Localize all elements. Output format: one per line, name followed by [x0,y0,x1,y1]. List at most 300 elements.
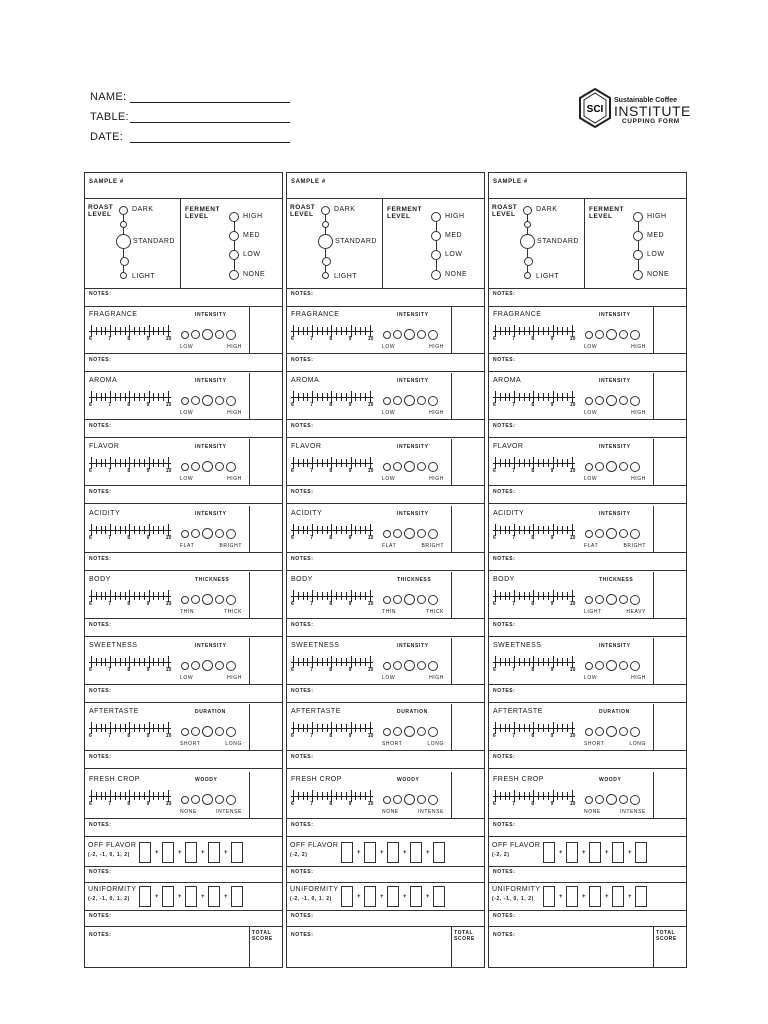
sample-number-row[interactable] [85,173,282,199]
off-flavor-box-5[interactable] [635,842,647,863]
attribute-measure: INTENSITY [599,444,631,450]
uniformity-box-4[interactable] [208,886,220,907]
scale-number: 9 [146,733,150,739]
intensity-option-2 [595,462,604,471]
off-flavor-box-1[interactable] [543,842,555,863]
notes-row[interactable] [489,819,686,837]
score-scale[interactable] [89,655,171,675]
intensity-option-5 [226,529,236,539]
scale-number: 7 [512,468,515,474]
intensity-circles[interactable] [181,461,236,472]
name-input-line[interactable] [130,102,290,103]
uniformity-label: UNIFORMITY [492,886,541,893]
intensity-circles[interactable] [383,528,438,539]
scale-number: 10 [367,535,374,541]
date-label: DATE: [90,131,124,143]
ferment-option-1[interactable] [633,212,643,222]
notes-row[interactable] [287,751,484,769]
attribute-measure: INTENSITY [195,378,227,384]
plus-sign: + [357,850,361,856]
notes-label: NOTES: [493,291,516,297]
intensity-option-4 [619,795,628,804]
roast-option-4[interactable] [120,257,129,266]
scale-number: 6 [493,468,496,474]
score-scale[interactable] [493,721,575,741]
attribute-row [85,638,282,685]
notes-label: NOTES: [493,423,516,429]
roast-option-2[interactable] [120,221,127,228]
intensity-option-1 [383,728,391,736]
intensity-high-label: HIGH [429,344,444,350]
notes-label: NOTES: [493,754,516,760]
off-flavor-box-2[interactable] [162,842,174,863]
roast-light-option[interactable] [120,272,127,279]
score-scale[interactable] [89,456,171,476]
plus-sign: + [559,894,563,900]
roast-standard-option[interactable] [116,234,131,249]
total-score-label: TOTAL SCORE [454,930,475,942]
scale-number: 9 [146,468,150,474]
notes-row[interactable] [489,289,686,307]
intensity-circles[interactable] [181,528,236,539]
notes-row[interactable] [85,911,282,927]
scale-number: 8 [531,402,535,408]
off-flavor-label: OFF FLAVOR [492,842,541,849]
intensity-option-3 [202,594,213,605]
roast-dark-option[interactable] [321,206,330,215]
notes-row[interactable] [85,685,282,703]
uniformity-box-1[interactable] [543,886,555,907]
score-scale[interactable] [493,655,575,675]
intensity-circles[interactable] [585,726,640,737]
name-field-row [90,91,130,103]
intensity-option-4 [215,330,224,339]
score-scale[interactable] [89,721,171,741]
notes-row[interactable] [489,751,686,769]
score-scale[interactable] [493,456,575,476]
sample-sheet-1 [84,172,283,968]
off-flavor-box-3[interactable] [387,842,399,863]
score-scale[interactable] [291,390,373,410]
score-scale[interactable] [291,589,373,609]
scale-number: 10 [165,402,172,408]
attribute-row [489,572,686,619]
intensity-circles[interactable] [383,726,438,737]
ferment-option-1[interactable] [229,212,239,222]
score-scale[interactable] [291,324,373,344]
notes-label: NOTES: [89,357,112,363]
roast-dark-option[interactable] [119,206,128,215]
notes-row[interactable] [85,354,282,372]
attribute-name: FRESH CROP [493,776,544,783]
scale-number: 10 [569,535,576,541]
notes-row[interactable] [489,354,686,372]
sample-label: SAMPLE # [493,179,528,185]
uniformity-box-3[interactable] [185,886,197,907]
intensity-circles[interactable] [585,461,640,472]
date-input-line[interactable] [130,142,290,143]
scale-number: 8 [531,733,535,739]
notes-label: NOTES: [291,357,314,363]
attribute-row [287,704,484,751]
attribute-row [287,373,484,420]
roast-option-2[interactable] [524,221,531,228]
ferment-option-4[interactable] [633,270,643,280]
notes-row[interactable] [287,867,484,883]
off-flavor-box-4[interactable] [410,842,422,863]
attribute-measure: THICKNESS [599,577,634,583]
score-scale[interactable] [493,390,575,410]
scale-number: 9 [550,601,554,607]
notes-row[interactable] [489,867,686,883]
notes-row[interactable] [287,289,484,307]
ferment-label-4: NONE [445,271,468,278]
scale-number: 9 [146,336,150,342]
intensity-option-3 [606,594,617,605]
uniformity-box-5[interactable] [635,886,647,907]
intensity-circles[interactable] [383,395,438,406]
notes-row[interactable] [489,619,686,637]
attribute-measure: INTENSITY [599,511,631,517]
plus-sign: + [357,894,361,900]
logo-line3: CUPPING FORM [622,118,680,125]
notes-row[interactable] [489,553,686,571]
uniformity-box-2[interactable] [162,886,174,907]
intensity-option-2 [393,396,402,405]
intensity-option-5 [428,795,438,805]
intensity-circles[interactable] [181,726,236,737]
intensity-circles[interactable] [383,794,438,805]
off-flavor-row [287,839,484,867]
off-flavor-box-2[interactable] [364,842,376,863]
uniformity-box-4[interactable] [612,886,624,907]
notes-row[interactable] [85,553,282,571]
attribute-name: ACIDITY [291,510,323,517]
intensity-high-label: BRIGHT [219,543,242,549]
intensity-option-1 [383,397,391,405]
intensity-option-4 [619,396,628,405]
scale-number: 10 [367,468,374,474]
intensity-option-3 [606,329,617,340]
attribute-name: SWEETNESS [89,642,138,649]
off-flavor-box-5[interactable] [231,842,243,863]
scale-number: 7 [512,667,515,673]
scale-number: 8 [531,667,535,673]
intensity-high-label: HIGH [631,344,646,350]
roast-dark-label: DARK [536,206,558,213]
scale-number: 10 [367,336,374,342]
off-flavor-label: OFF FLAVOR [88,842,137,849]
attribute-name: FRESH CROP [89,776,140,783]
scale-number: 6 [89,601,92,607]
scale-number: 8 [531,468,535,474]
uniformity-box-1[interactable] [139,886,151,907]
intensity-option-5 [428,396,438,406]
attribute-row [489,506,686,553]
intensity-circles[interactable] [181,660,236,671]
roast-option-2[interactable] [322,221,329,228]
uniformity-range: (-2, -1, 0, 1, 2) [290,896,332,902]
notes-row[interactable] [85,420,282,438]
intensity-circles[interactable] [585,660,640,671]
score-scale[interactable] [291,456,373,476]
scale-number: 6 [291,468,294,474]
scale-number: 8 [531,801,535,807]
uniformity-box-2[interactable] [364,886,376,907]
notes-row[interactable] [85,619,282,637]
table-input-line[interactable] [130,122,290,123]
intensity-low-label: LOW [382,476,396,482]
intensity-high-label: INTENSE [418,809,444,815]
notes-row[interactable] [489,420,686,438]
attribute-name: FRAGRANCE [291,311,340,318]
intensity-circles[interactable] [181,395,236,406]
final-notes-row[interactable] [489,927,686,968]
notes-row[interactable] [489,685,686,703]
roast-option-4[interactable] [524,257,533,266]
off-flavor-box-3[interactable] [185,842,197,863]
uniformity-box-3[interactable] [589,886,601,907]
intensity-high-label: INTENSE [216,809,242,815]
intensity-low-label: FLAT [584,543,599,549]
ferment-label-4: NONE [243,271,266,278]
sci-logo [578,88,691,132]
off-flavor-box-5[interactable] [433,842,445,863]
scale-number: 8 [127,733,131,739]
intensity-option-4 [417,396,426,405]
score-scale[interactable] [493,589,575,609]
attribute-name: FRAGRANCE [493,311,542,318]
ferment-option-2[interactable] [633,231,643,241]
uniformity-box-1[interactable] [341,886,353,907]
roast-standard-option[interactable] [520,234,535,249]
ferment-option-4[interactable] [229,270,239,280]
scale-number: 7 [108,667,111,673]
intensity-circles[interactable] [383,660,438,671]
notes-label: NOTES: [291,822,314,828]
notes-row[interactable] [287,819,484,837]
scale-number: 9 [146,667,150,673]
intensity-option-1 [585,397,593,405]
notes-row[interactable] [489,911,686,927]
ferment-option-4[interactable] [431,270,441,280]
notes-row[interactable] [287,685,484,703]
off-flavor-box-1[interactable] [139,842,151,863]
intensity-option-5 [630,330,640,340]
ferment-level-label: FERMENT LEVEL [387,206,422,220]
intensity-option-5 [630,396,640,406]
uniformity-box-3[interactable] [387,886,399,907]
roast-ferment-row [85,199,282,289]
sample-number-row[interactable] [287,173,484,199]
intensity-high-label: HIGH [429,410,444,416]
intensity-circles[interactable] [585,594,640,605]
intensity-option-4 [619,529,628,538]
intensity-low-label: THIN [180,609,195,615]
score-scale[interactable] [493,523,575,543]
intensity-circles[interactable] [383,594,438,605]
intensity-circles[interactable] [181,594,236,605]
intensity-circles[interactable] [181,329,236,340]
ferment-option-2[interactable] [229,231,239,241]
intensity-circles[interactable] [585,794,640,805]
score-scale[interactable] [89,523,171,543]
notes-row[interactable] [287,420,484,438]
off-flavor-box-4[interactable] [612,842,624,863]
scale-number: 6 [89,733,92,739]
ferment-option-3[interactable] [633,250,643,260]
intensity-option-3 [202,794,213,805]
ferment-option-1[interactable] [431,212,441,222]
uniformity-box-5[interactable] [231,886,243,907]
logo-line1: Sustainable Coffee [614,97,678,104]
score-scale[interactable] [89,789,171,809]
scale-number: 7 [108,601,111,607]
score-scale[interactable] [493,324,575,344]
plus-sign: + [403,894,407,900]
intensity-option-2 [191,330,200,339]
intensity-option-4 [619,727,628,736]
roast-light-option[interactable] [524,272,531,279]
intensity-high-label: HIGH [227,675,242,681]
ferment-option-2[interactable] [431,231,441,241]
attribute-name: BODY [89,576,111,583]
score-scale[interactable] [291,789,373,809]
attribute-name: FLAVOR [291,443,322,450]
attribute-row [85,506,282,553]
uniformity-box-2[interactable] [566,886,578,907]
roast-option-4[interactable] [322,257,331,266]
notes-row[interactable] [85,819,282,837]
plus-sign: + [582,894,586,900]
intensity-high-label: LONG [225,741,242,747]
attribute-name: AFTERTASTE [493,708,543,715]
intensity-circles[interactable] [383,461,438,472]
intensity-low-label: FLAT [382,543,397,549]
plus-sign: + [605,850,609,856]
notes-label: NOTES: [89,423,112,429]
plus-sign: + [224,894,228,900]
intensity-option-3 [404,329,415,340]
final-notes-row[interactable] [287,927,484,968]
notes-row[interactable] [85,486,282,504]
off-flavor-box-1[interactable] [341,842,353,863]
notes-row[interactable] [85,867,282,883]
scale-number: 7 [310,535,313,541]
notes-row[interactable] [85,289,282,307]
scale-number: 10 [165,733,172,739]
ferment-level-label: FERMENT LEVEL [589,206,624,220]
scale-number: 10 [165,801,172,807]
roast-standard-option[interactable] [318,234,333,249]
plus-sign: + [224,850,228,856]
roast-light-label: LIGHT [536,273,560,280]
notes-row[interactable] [287,486,484,504]
scale-number: 10 [569,336,576,342]
intensity-circles[interactable] [585,395,640,406]
score-scale[interactable] [291,721,373,741]
notes-row[interactable] [287,354,484,372]
intensity-option-5 [226,462,236,472]
scale-number: 6 [291,801,294,807]
notes-row[interactable] [287,619,484,637]
roast-light-option[interactable] [322,272,329,279]
score-scale[interactable] [291,523,373,543]
notes-row[interactable] [489,486,686,504]
off-flavor-box-3[interactable] [589,842,601,863]
intensity-option-1 [383,530,391,538]
uniformity-label: UNIFORMITY [290,886,339,893]
attribute-measure: INTENSITY [599,378,631,384]
scale-number: 6 [493,535,496,541]
score-scale[interactable] [89,390,171,410]
notes-label: NOTES: [291,913,314,919]
score-scale[interactable] [89,324,171,344]
off-flavor-box-2[interactable] [566,842,578,863]
intensity-circles[interactable] [383,329,438,340]
score-scale[interactable] [493,789,575,809]
scale-number: 7 [108,336,111,342]
ferment-option-3[interactable] [229,250,239,260]
logo-badge-text: SCI [586,104,604,115]
roast-ferment-row [287,199,484,289]
scale-number: 10 [165,535,172,541]
intensity-low-label: LOW [180,675,194,681]
notes-label: NOTES: [493,357,516,363]
notes-row[interactable] [85,751,282,769]
ferment-label-3: LOW [243,251,261,258]
notes-label: NOTES: [291,291,314,297]
attribute-row [85,373,282,420]
ferment-option-3[interactable] [431,250,441,260]
intensity-option-3 [606,726,617,737]
intensity-circles[interactable] [181,794,236,805]
notes-row[interactable] [287,553,484,571]
intensity-option-3 [404,660,415,671]
intensity-circles[interactable] [585,528,640,539]
intensity-option-4 [619,330,628,339]
score-scale[interactable] [291,655,373,675]
scale-number: 7 [108,402,111,408]
final-notes-row[interactable] [85,927,282,968]
attribute-name: AFTERTASTE [291,708,341,715]
uniformity-row [287,883,484,911]
attribute-measure: INTENSITY [397,643,429,649]
scale-number: 9 [348,468,352,474]
uniformity-box-5[interactable] [433,886,445,907]
sample-number-row[interactable] [489,173,686,199]
intensity-option-4 [215,661,224,670]
intensity-option-1 [181,796,189,804]
score-scale[interactable] [89,589,171,609]
intensity-high-label: HIGH [429,476,444,482]
attribute-row [85,439,282,486]
intensity-option-5 [226,727,236,737]
scale-number: 10 [165,468,172,474]
attribute-row [489,373,686,420]
off-flavor-box-4[interactable] [208,842,220,863]
uniformity-box-4[interactable] [410,886,422,907]
notes-label: NOTES: [89,291,112,297]
intensity-circles[interactable] [585,329,640,340]
attribute-measure: INTENSITY [397,511,429,517]
ferment-label-3: LOW [647,251,665,258]
notes-row[interactable] [287,911,484,927]
intensity-high-label: HIGH [429,675,444,681]
roast-dark-option[interactable] [523,206,532,215]
intensity-option-4 [215,462,224,471]
intensity-low-label: NONE [584,809,601,815]
